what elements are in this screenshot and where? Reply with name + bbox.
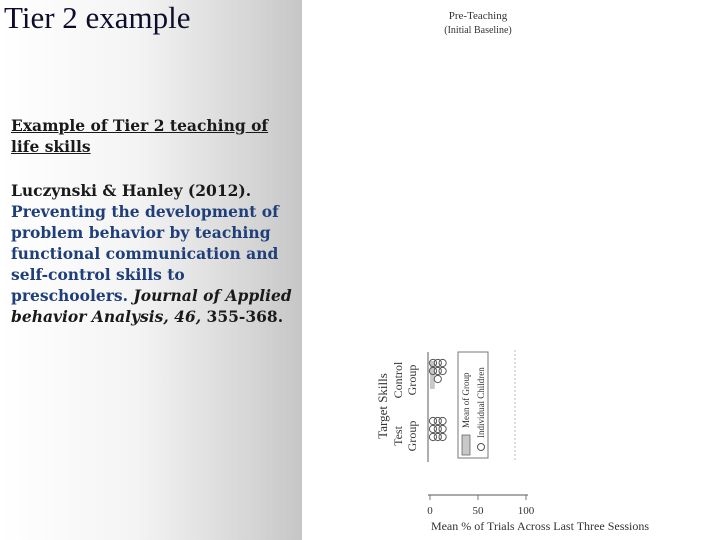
slide-subtitle: Example of Tier 2 teaching of life skills [11, 116, 269, 156]
citation-authors: Luczynski & Hanley (2012). [11, 181, 252, 200]
point-1-2 [439, 417, 446, 424]
y-label-test-group: Group [405, 420, 419, 452]
point-0-2 [439, 359, 446, 366]
x-tick-label-0: 0 [427, 505, 433, 517]
x-axis-label: Mean % of Trials Across Last Three Sessions [430, 519, 650, 533]
slide-title: Tier 2 example [4, 0, 191, 35]
point-0-5 [439, 367, 446, 374]
point-1-5 [439, 425, 446, 432]
point-1-8 [439, 433, 446, 440]
y-axis-label: Target Skills [375, 373, 390, 439]
y-label-control-group: Group [405, 364, 419, 396]
y-label-test: Test [391, 426, 405, 446]
x-tick-label-100: 100 [517, 505, 535, 517]
legend-bar-swatch [462, 435, 470, 455]
point-0-6 [434, 375, 441, 382]
figure-chart [302, 0, 720, 540]
y-label-control: Control [391, 361, 405, 399]
citation-journal: Journal of Applied behavior Analysis, 46, [11, 286, 292, 326]
panel-title: Pre-Teaching [448, 10, 508, 22]
x-tick-label-50: 50 [472, 505, 484, 517]
citation-title: Preventing the development of problem behavior by teaching functional communication and self-control skills to preschoolers. [11, 202, 279, 305]
legend-mean-label: Mean of Group [461, 372, 471, 428]
slide-sidebar [0, 0, 302, 540]
citation-pages: 355-368. [206, 307, 284, 326]
panel-subtitle: (Initial Baseline) [444, 25, 512, 36]
legend-individual-label: Individual Children [476, 367, 486, 438]
citation [11, 180, 296, 327]
